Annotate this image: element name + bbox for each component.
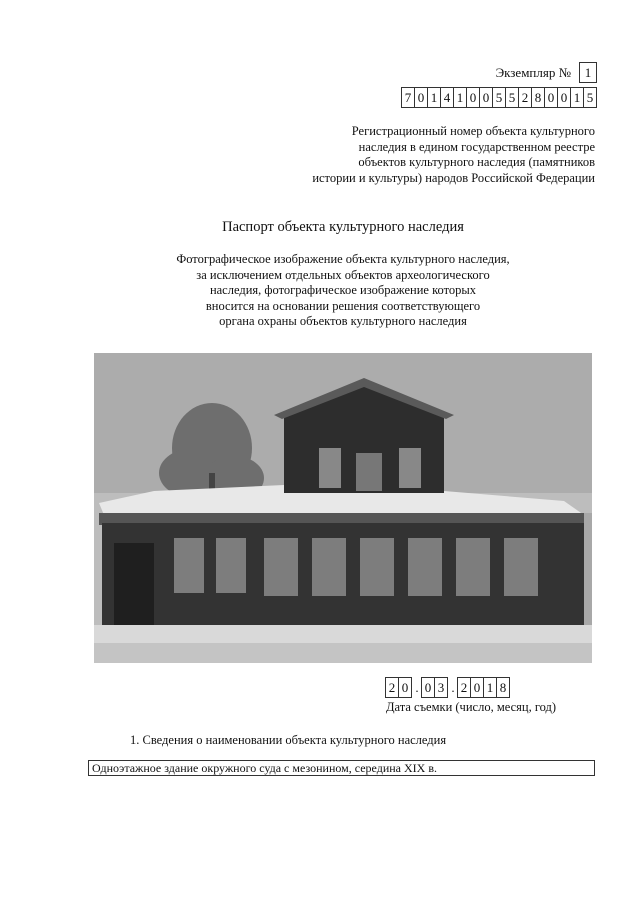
date-digit: 0: [470, 677, 484, 698]
object-name-field: Одноэтажное здание окружного суда с мезонином, середина XIX в.: [88, 760, 595, 776]
date-separator: .: [451, 679, 455, 695]
date-separator: .: [415, 679, 419, 695]
section-heading: 1. Сведения о наименовании объекта культурного наследия: [130, 733, 447, 747]
photo-caption: [0, 252, 640, 330]
caption-line: наследия в едином государственном реестре: [358, 139, 595, 154]
reg-digit: 5: [583, 87, 597, 108]
date-digit: 0: [398, 677, 412, 698]
date-digit: 8: [496, 677, 510, 698]
caption-line: истории и культуры) народов Российской Федерации: [312, 170, 595, 185]
date-digit: 3: [434, 677, 448, 698]
registration-caption: [265, 124, 595, 186]
caption-line: Регистрационный номер объекта культурного: [351, 124, 595, 138]
reg-digit: 0: [479, 87, 493, 108]
photo-door: [114, 543, 154, 628]
copy-number-box: 1: [579, 62, 597, 83]
reg-digit: 5: [492, 87, 506, 108]
reg-digit: 0: [557, 87, 571, 108]
date-digit: 2: [385, 677, 399, 698]
reg-digit: 5: [505, 87, 519, 108]
reg-digit: 0: [414, 87, 428, 108]
date-digit: 2: [457, 677, 471, 698]
reg-digit: 8: [531, 87, 545, 108]
reg-digit: 7: [401, 87, 415, 108]
date-digit: 0: [421, 677, 435, 698]
registration-number: [402, 87, 597, 108]
caption-line: органа охраны объектов культурного наследия: [219, 314, 467, 328]
document-title: Паспорт объекта культурного наследия: [222, 219, 464, 235]
reg-digit: 1: [427, 87, 441, 108]
reg-digit: 4: [440, 87, 454, 108]
copy-label: Экземпляр №: [495, 64, 571, 80]
reg-digit: 0: [544, 87, 558, 108]
caption-line: за исключением отдельных объектов археологического: [196, 267, 490, 282]
reg-digit: 1: [570, 87, 584, 108]
caption-line: Фотографическое изображение объекта культурного наследия,: [176, 252, 510, 266]
photo-window: [399, 448, 421, 488]
building-photo: [94, 353, 592, 663]
date-digit: 1: [483, 677, 497, 698]
photo-window: [356, 453, 382, 491]
caption-line: объектов культурного наследия (памятников: [358, 155, 595, 169]
reg-digit: 2: [518, 87, 532, 108]
shoot-date: [386, 677, 510, 698]
reg-digit: 0: [466, 87, 480, 108]
caption-line: вносится на основании решения соответствующего: [205, 298, 481, 313]
copy-number: [496, 62, 597, 83]
caption-line: наследия, фотографическое изображение которых: [209, 283, 477, 297]
reg-digit: 1: [453, 87, 467, 108]
photo-window: [319, 448, 341, 488]
shoot-date-caption: Дата съемки (число, месяц, год): [386, 700, 557, 714]
